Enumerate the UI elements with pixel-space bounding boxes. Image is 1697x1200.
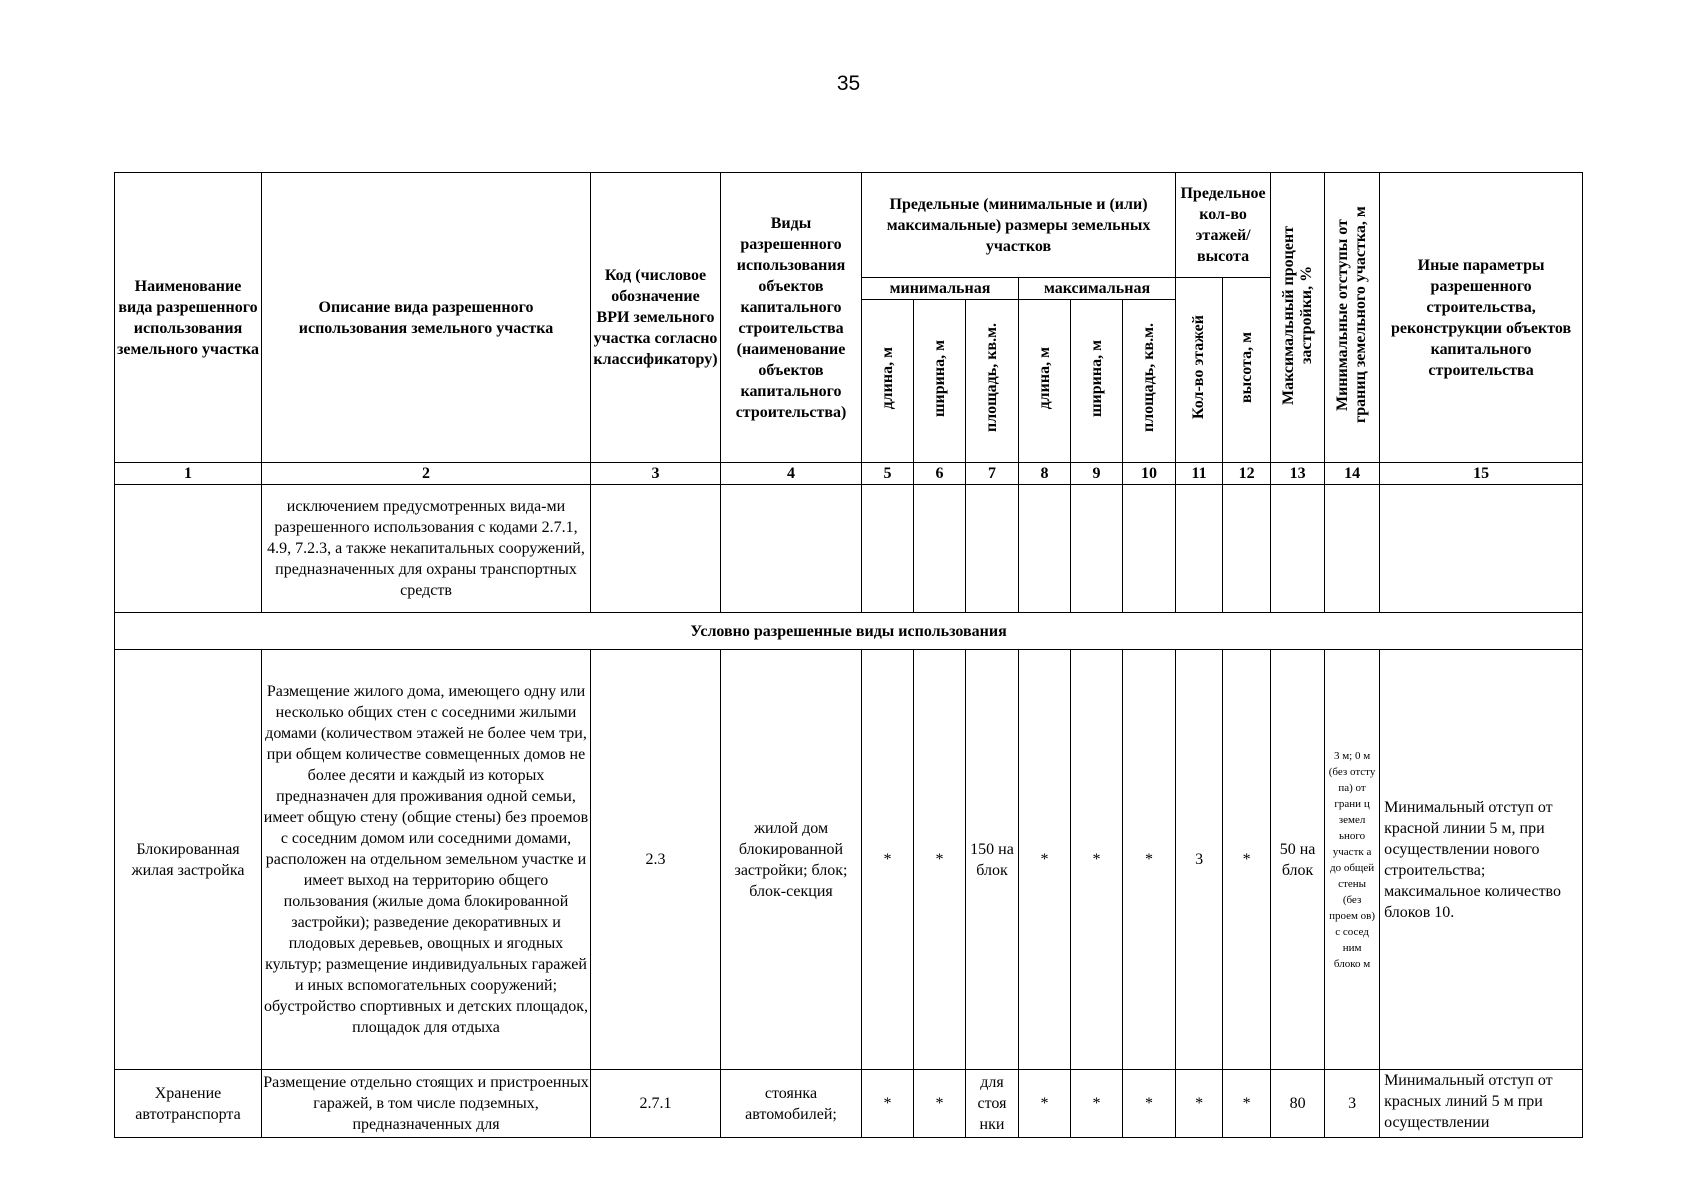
page-number: 35 xyxy=(836,72,861,95)
wid-min: * xyxy=(914,650,966,1070)
header-build-percent: Максимальный процент застройки, % xyxy=(1271,173,1325,463)
column-number: 10 xyxy=(1123,463,1176,485)
header-wid-min: ширина, м xyxy=(914,300,966,463)
column-number: 5 xyxy=(862,463,914,485)
header-plot-sizes: Предельные (минимальные и (или) максимальные) размеры земельных участков xyxy=(862,173,1176,278)
continuation-row xyxy=(115,485,1583,613)
len-max: * xyxy=(1019,1070,1071,1138)
build-percent: 50 на блок xyxy=(1271,650,1325,1070)
header-description: Описание вида разрешенного использования земельного участка xyxy=(262,173,591,463)
column-number: 2 xyxy=(262,463,591,485)
column-number: 6 xyxy=(914,463,966,485)
header-floors-height: Предельное кол-во этажей/ высота xyxy=(1176,173,1271,278)
header-min: минимальная xyxy=(862,278,1019,300)
wid-min: * xyxy=(914,1070,966,1138)
use-code: 2.3 xyxy=(591,650,721,1070)
floors: 3 xyxy=(1176,650,1223,1070)
table-row xyxy=(115,650,1583,1070)
column-number: 1 xyxy=(115,463,262,485)
header-len-max: длина, м xyxy=(1019,300,1071,463)
use-name: Хранение автотранспорта xyxy=(115,1070,262,1138)
header-floors: Кол-во этажей xyxy=(1176,278,1223,463)
setbacks: 3 м; 0 м (без отсту па) от грани ц земел ьного участк а до общей стены (без проем ов) с сосед ним блоко м xyxy=(1325,650,1380,1070)
other-params: Минимальный отступ от красной линии 5 м, при осуществлении нового строительства; максимальное количество блоков 10. xyxy=(1380,650,1583,1070)
height: * xyxy=(1223,1070,1271,1138)
header-name: Наименование вида разрешенного использования земельного участка xyxy=(115,173,262,463)
table-row xyxy=(115,1070,1583,1138)
header-capital-types: Виды разрешенного использования объектов капитального строительства (наименование объектов капитального строительства) xyxy=(721,173,862,463)
header-setbacks: Минимальные отступы от границ земельного участка, м xyxy=(1325,173,1380,463)
height: * xyxy=(1223,650,1271,1070)
other-params: Минимальный отступ от красных линий 5 м при осуществлении xyxy=(1380,1070,1583,1138)
column-number: 11 xyxy=(1176,463,1223,485)
len-max: * xyxy=(1019,650,1071,1070)
continuation-description: исключением предусмотренных вида-ми разрешенного использования с кодами 2.7.1, 4.9, 7.2.3, а также некапитальных сооружений, предназначенных для охраны транспортных средств xyxy=(262,485,591,613)
use-description: Размещение отдельно стоящих и пристроенных гаражей, в том числе подземных, предназначенных для xyxy=(262,1070,591,1138)
column-number: 12 xyxy=(1223,463,1271,485)
use-code: 2.7.1 xyxy=(591,1070,721,1138)
capital-types: стоянка автомобилей; xyxy=(721,1070,862,1138)
setbacks: 3 xyxy=(1325,1070,1380,1138)
section-title: Условно разрешенные виды использования xyxy=(115,613,1583,650)
wid-max: * xyxy=(1071,650,1123,1070)
header-code: Код (числовое обозначение ВРИ земельного участка согласно классификатору) xyxy=(591,173,721,463)
len-min: * xyxy=(862,650,914,1070)
column-number: 8 xyxy=(1019,463,1071,485)
land-use-table xyxy=(114,172,1583,1138)
area-max: * xyxy=(1123,650,1176,1070)
column-number: 7 xyxy=(966,463,1019,485)
column-number: 4 xyxy=(721,463,862,485)
use-name: Блокированная жилая застройка xyxy=(115,650,262,1070)
capital-types: жилой дом блокированной застройки; блок; блок-секция xyxy=(721,650,862,1070)
header-area-max: площадь, кв.м. xyxy=(1123,300,1176,463)
use-description: Размещение жилого дома, имеющего одну или несколько общих стен с соседними жилыми домами (количеством этажей не более чем три, при общем количестве совмещенных домов не более десяти и каждый из которых предназначен для проживания одной семьи, имеет общую стену (общие стены) без проемов с соседним домом или соседними домами, расположен на отдельном земельном участке и имеет выход на территорию общего пользования (жилые дома блокированной застройки); разведение декоративных и плодовых деревьев, овощных и ягодных культур; размещение индивидуальных гаражей и иных вспомогательных сооружений; обустройство спортивных и детских площадок, площадок для отдыха xyxy=(262,650,591,1070)
header-wid-max: ширина, м xyxy=(1071,300,1123,463)
column-number: 13 xyxy=(1271,463,1325,485)
header-other-params: Иные параметры разрешенного строительства, реконструкции объектов капитального строительства xyxy=(1380,173,1583,463)
build-percent: 80 xyxy=(1271,1070,1325,1138)
section-heading-row xyxy=(115,613,1583,650)
column-number: 15 xyxy=(1380,463,1583,485)
wid-max: * xyxy=(1071,1070,1123,1138)
header-max: максимальная xyxy=(1019,278,1176,300)
column-number: 9 xyxy=(1071,463,1123,485)
column-number: 14 xyxy=(1325,463,1380,485)
area-max: * xyxy=(1123,1070,1176,1138)
floors: * xyxy=(1176,1070,1223,1138)
header-height: высота, м xyxy=(1223,278,1271,463)
header-len-min: длина, м xyxy=(862,300,914,463)
column-number: 3 xyxy=(591,463,721,485)
column-number-row xyxy=(115,463,1583,485)
area-min: 150 на блок xyxy=(966,650,1019,1070)
header-area-min: площадь, кв.м. xyxy=(966,300,1019,463)
len-min: * xyxy=(862,1070,914,1138)
area-min: для стоя нки xyxy=(966,1070,1019,1138)
